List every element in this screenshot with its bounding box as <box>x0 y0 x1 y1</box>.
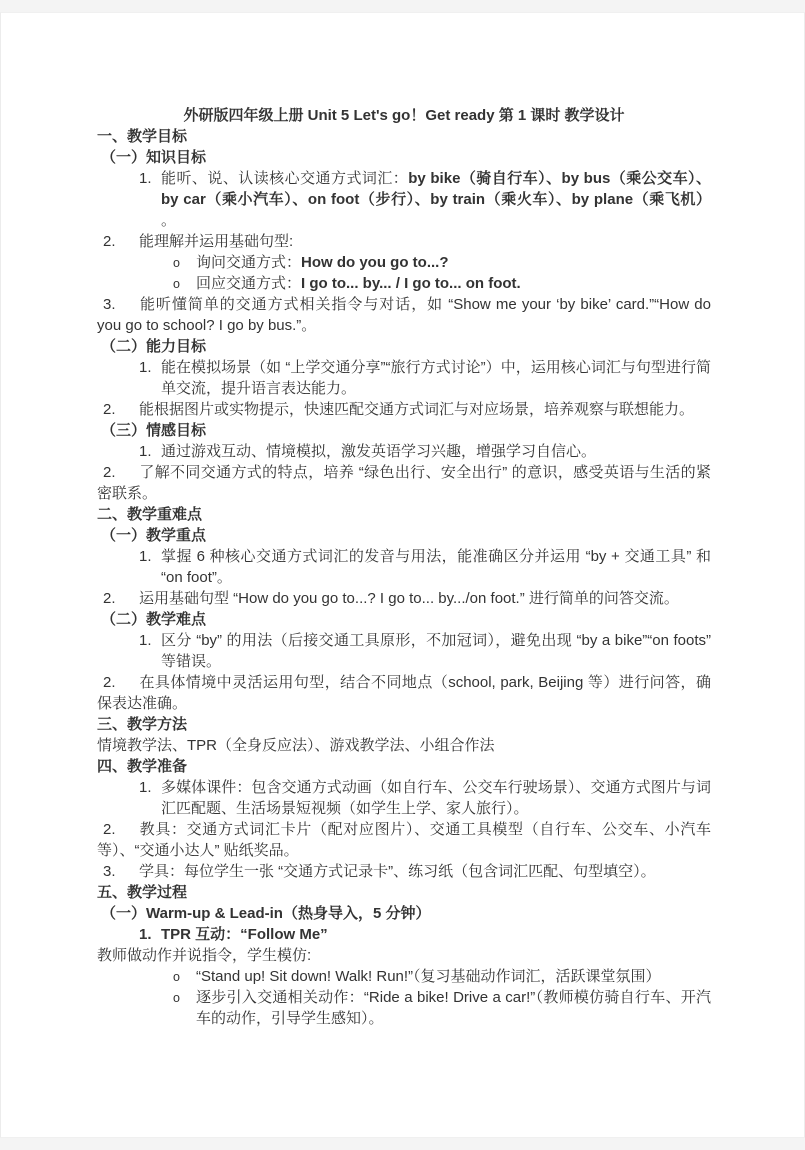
text-segment: 能在模拟场景（如 “上学交通分享”“旅行方式讨论”）中，运用核心词汇与句型进行简单交流，提升语言表达能力。 <box>161 359 711 397</box>
list-marker: 2. <box>103 401 116 418</box>
list-marker: 2. <box>103 821 116 838</box>
text-segment: （二）教学难点 <box>101 611 207 628</box>
text-segment: 区分 “by” 的用法（后接交通工具原形，不加冠词），避免出现 “by a bike”“on foots” 等错误。 <box>161 632 711 670</box>
list-marker: 1. <box>139 359 152 376</box>
preparation-1 <box>97 777 711 819</box>
section-1-3-heading <box>97 420 711 441</box>
list-marker: 2. <box>103 590 116 607</box>
list-marker: 1. <box>139 926 152 943</box>
text-segment: 教师做动作并说指令，学生模仿: <box>97 947 312 964</box>
text-segment: 四、教学准备 <box>97 758 188 775</box>
list-marker: 1. <box>139 548 152 565</box>
text-segment: 能根据图片或实物提示，快速匹配交通方式词汇与对应场景，培养观察与联想能力。 <box>139 401 695 418</box>
tpr-instruction <box>97 945 711 966</box>
key-point-2 <box>97 588 711 609</box>
list-marker: o <box>173 256 180 270</box>
text-segment: 二、教学重难点 <box>97 506 203 523</box>
document-content <box>97 105 711 1029</box>
ability-goal-2 <box>97 399 711 420</box>
list-marker: 2. <box>103 233 116 250</box>
doc-title <box>97 105 711 126</box>
text-segment: （一）教学重点 <box>101 527 207 544</box>
list-marker: 1. <box>139 779 152 796</box>
sentence-pattern-answer <box>97 273 711 294</box>
text-segment: （二）能力目标 <box>101 338 207 355</box>
section-1-heading <box>97 126 711 147</box>
list-marker: 1. <box>139 170 152 187</box>
list-marker: 3. <box>103 863 116 880</box>
text-segment: 回应交通方式： <box>196 275 302 292</box>
knowledge-goal-1 <box>97 168 711 231</box>
text-segment: “Stand up! Sit down! Walk! Run!”（复习基础动作词汇，活跃课堂氛围） <box>196 968 661 985</box>
list-marker: 3. <box>103 296 116 313</box>
section-2-2-heading <box>97 609 711 630</box>
section-2-1-heading <box>97 525 711 546</box>
section-1-1-heading <box>97 147 711 168</box>
text-segment: 情境教学法、TPR（全身反应法）、游戏教学法、小组合作法 <box>97 737 495 754</box>
key-point-1 <box>97 546 711 588</box>
text-segment: 在具体情境中灵活运用句型，结合不同地点（school, park, Beijing 等）进行问答，确保表达准确。 <box>97 674 711 712</box>
text-segment: 了解不同交通方式的特点，培养 “绿色出行、安全出行” 的意识，感受英语与生活的紧密联系。 <box>97 464 711 502</box>
text-segment: TPR 互动：“Follow Me” <box>161 926 328 943</box>
emotion-goal-1 <box>97 441 711 462</box>
text-segment: （一）知识目标 <box>101 149 207 166</box>
document-page <box>0 12 805 1138</box>
text-segment: 多媒体课件：包含交通方式动画（如自行车、公交车行驶场景）、交通方式图片与词汇匹配题、生活场景短视频（如学生上学、家人旅行）。 <box>161 779 711 817</box>
text-segment: （一）Warm-up & Lead-in（热身导入，5 分钟） <box>101 905 431 922</box>
preparation-2 <box>97 819 711 861</box>
text-segment: （三）情感目标 <box>101 422 207 439</box>
emotion-goal-2 <box>97 462 711 504</box>
tpr-step-2 <box>97 987 711 1029</box>
difficult-point-1 <box>97 630 711 672</box>
text-segment: 外研版四年级上册 Unit 5 Let's go！Get ready 第 1 课时 教学设计 <box>183 107 625 124</box>
text-segment: by bike（骑自行车）、by bus（乘公交车）、by car（乘小汽车）、on foot（步行）、by train（乘火车）、by plane（乘飞机） <box>161 170 711 208</box>
ability-goal-1 <box>97 357 711 399</box>
difficult-point-2 <box>97 672 711 714</box>
text-segment: 五、教学过程 <box>97 884 188 901</box>
list-marker: o <box>173 277 180 291</box>
list-marker: o <box>173 970 180 984</box>
text-segment: 询问交通方式： <box>196 254 302 271</box>
text-segment: 能听懂简单的交通方式相关指令与对话，如 “Show me your ‘by bike’ card.”“How do you go to school? I go by bus.”。 <box>97 296 711 334</box>
text-segment: 逐步引入交通相关动作：“Ride a bike! Drive a car!”（教师模仿骑自行车、开汽车的动作，引导学生感知）。 <box>196 989 711 1027</box>
text-segment: 能听、说、认读核心交通方式词汇： <box>161 170 409 187</box>
knowledge-goal-2 <box>97 231 711 252</box>
text-segment: 学具：每位学生一张 “交通方式记录卡”、练习纸（包含词汇匹配、句型填空）。 <box>139 863 656 880</box>
tpr-activity-heading <box>97 924 711 945</box>
section-4-heading <box>97 756 711 777</box>
knowledge-goal-3 <box>97 294 711 336</box>
list-marker: 1. <box>139 632 152 649</box>
text-segment: 运用基础句型 “How do you go to...? I go to... by.../on foot.” 进行简单的问答交流。 <box>139 590 679 607</box>
text-segment: 通过游戏互动、情境模拟，激发英语学习兴趣，增强学习自信心。 <box>161 443 597 460</box>
preparation-3 <box>97 861 711 882</box>
text-segment: 教具：交通方式词汇卡片（配对应图片）、交通工具模型（自行车、公交车、小汽车等）、“交通小达人” 贴纸奖品。 <box>97 821 711 859</box>
text-segment: I go to... by... / I go to... on foot. <box>301 275 521 292</box>
sentence-pattern-ask <box>97 252 711 273</box>
tpr-step-1 <box>97 966 711 987</box>
list-marker: 2. <box>103 464 116 481</box>
list-marker: o <box>173 991 180 1005</box>
text-segment: 掌握 6 种核心交通方式词汇的发音与用法，能准确区分并运用 “by + 交通工具” 和 “on foot”。 <box>161 548 711 586</box>
text-segment: 三、教学方法 <box>97 716 188 733</box>
teaching-methods <box>97 735 711 756</box>
list-marker: 1. <box>139 443 152 460</box>
text-segment: 一、教学目标 <box>97 128 188 145</box>
section-3-heading <box>97 714 711 735</box>
text-segment: 。 <box>161 212 177 229</box>
text-segment: How do you go to...? <box>301 254 449 271</box>
section-1-2-heading <box>97 336 711 357</box>
text-segment: 能理解并运用基础句型: <box>139 233 294 250</box>
section-2-heading <box>97 504 711 525</box>
section-5-heading <box>97 882 711 903</box>
list-marker: 2. <box>103 674 116 691</box>
warmup-heading <box>97 903 711 924</box>
